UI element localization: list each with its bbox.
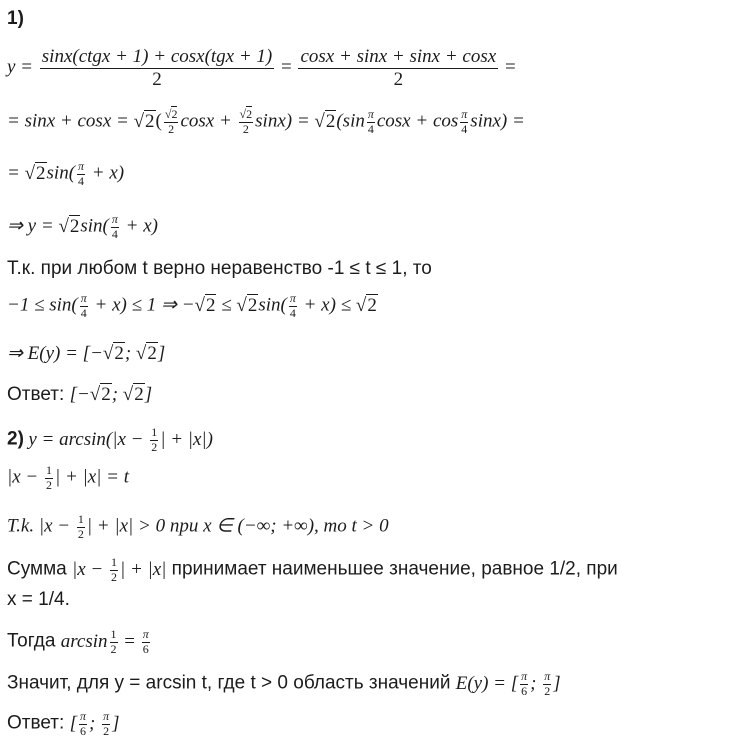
ineq-mid: + x) ≤ 1 ⇒ −	[89, 294, 195, 316]
sqrt-2	[25, 163, 47, 185]
arcsin-text: arcsin	[60, 630, 108, 652]
sqrt-symbol: √	[236, 294, 247, 316]
sqrt-symbol: √	[89, 384, 101, 405]
sqrt-symbol: √	[314, 110, 325, 132]
frac-1-over-2	[77, 513, 85, 542]
equals-sign-end: =	[504, 56, 516, 78]
tk2-line	[7, 513, 389, 542]
part2-expression	[28, 425, 213, 454]
semicolon: ;	[124, 343, 136, 364]
fraction-1-denominator: 2	[152, 68, 162, 90]
sin-open: sin(	[46, 162, 76, 184]
frac-numerator: π	[544, 669, 551, 683]
frac-pi-over-4	[77, 160, 85, 189]
frac-denominator: 4	[367, 121, 374, 136]
frac-sqrt2-over-2-b	[239, 108, 254, 137]
frac-numerator: π	[79, 709, 86, 723]
sqrt-2	[90, 384, 112, 406]
frac-pi-over-6	[520, 670, 528, 699]
frac-pi-over-4-a	[367, 108, 375, 137]
fraction-2	[298, 46, 498, 91]
answer-1-line	[7, 384, 152, 406]
sqrt-symbol: √	[194, 294, 205, 316]
p2-expr-start: y = arcsin(|x −	[28, 428, 149, 450]
frac-numerator: π	[521, 669, 528, 683]
sqrt-symbol: √	[24, 162, 36, 184]
semicolon: ;	[111, 384, 123, 405]
sin-open: sin(	[80, 215, 109, 237]
equals-sign: =	[281, 56, 292, 78]
sqrt-symbol: √	[164, 107, 172, 121]
frac-numerator: 1	[110, 555, 117, 569]
eq-line-2	[7, 108, 525, 137]
ineq-start: −1 ≤ sin(	[7, 294, 78, 316]
l2-cosx: cosx +	[180, 110, 237, 132]
frac-pi-over-2	[102, 710, 110, 739]
tk-text: Т.к. при любом t верно неравенство -1 ≤ t ≤ 1, то	[7, 258, 432, 279]
frac-denominator: 2	[168, 121, 175, 136]
sqrt-radicand: 2	[145, 110, 155, 132]
answer-2-value	[69, 709, 120, 738]
t-line-end: | + |x| = t	[54, 466, 130, 488]
t-line	[7, 464, 129, 493]
tk2-end: | + |x| > 0 npu x ∈ (−∞; +∞), mo t > 0	[86, 515, 389, 537]
plus-x: + x)	[120, 215, 158, 237]
t-line-start: |x −	[7, 466, 43, 488]
frac-denominator: 2	[110, 569, 117, 584]
l2-sin: (sin	[336, 110, 365, 132]
summa-line-2	[7, 589, 70, 611]
fraction-2-denominator: 2	[393, 68, 404, 90]
summa-line2-text: x = 1/4.	[7, 589, 70, 610]
summa-math-start: |x −	[71, 558, 108, 580]
inequality-line	[7, 292, 378, 321]
close-bracket: ]	[553, 672, 561, 694]
frac-numerator: π	[103, 709, 110, 723]
togda-expression	[60, 627, 152, 656]
frac-pi-over-4-b	[460, 108, 468, 137]
frac-denominator: 4	[461, 121, 468, 136]
y-eq: y =	[7, 56, 34, 78]
frac-denominator: 6	[142, 641, 149, 656]
fraction-1-numerator: sinx(ctgx + 1) + cosx(tgx + 1)	[41, 46, 273, 67]
ineq-end: + x) ≤	[298, 294, 356, 316]
sqrt-radicand: 2	[134, 384, 144, 405]
togda-line	[7, 628, 152, 657]
sqrt-symbol: √	[239, 107, 247, 121]
eq-line-4	[7, 213, 158, 242]
frac-numerator: 1	[151, 425, 158, 439]
l2-end: sinx) =	[470, 110, 525, 132]
part2-label: 2)	[7, 428, 24, 450]
sqrt-radicand: 2	[147, 343, 157, 364]
frac-1-over-2	[150, 426, 158, 455]
frac-denominator: 2	[242, 121, 249, 136]
semicolon: ;	[530, 672, 542, 694]
frac-numerator: 1	[110, 627, 117, 641]
answer-1-start: [−	[69, 384, 90, 405]
l2-sinx: sinx) =	[255, 110, 315, 132]
close-bracket: ]	[157, 343, 166, 364]
frac-pi-over-4	[289, 292, 297, 321]
sqrt-2	[314, 111, 336, 133]
frac-pi-over-4	[80, 292, 88, 321]
sqrt-symbol: √	[102, 343, 114, 364]
frac-pi-over-4	[111, 213, 119, 242]
close-bracket: ]	[112, 712, 120, 734]
ey2-expression	[455, 669, 561, 698]
frac-numerator: 1	[77, 512, 84, 526]
sqrt-2	[123, 384, 145, 406]
frac-pi-over-2	[543, 670, 551, 699]
frac-pi-over-6	[79, 710, 87, 739]
tk-line	[7, 258, 432, 280]
p2-expr-end: | + |x|)	[160, 428, 213, 450]
znachit-line	[7, 670, 561, 699]
sqrt-2	[236, 295, 258, 317]
l2-start: = sinx + cosx =	[7, 110, 134, 132]
frac-denominator: 2	[544, 683, 551, 698]
frac-numerator: π	[111, 212, 118, 226]
answer-1-value	[70, 384, 153, 405]
sqrt-radicand: 2	[246, 107, 253, 121]
plus-x: + x)	[87, 162, 125, 184]
sqrt-radicand: 2	[325, 110, 336, 132]
frac-1-over-2	[45, 464, 53, 493]
sqrt-2	[134, 111, 156, 133]
le-sign: ≤	[216, 294, 237, 316]
frac-denominator: 2	[77, 526, 84, 541]
frac-denominator: 4	[80, 305, 87, 320]
frac-numerator: π	[289, 291, 296, 305]
fraction-1	[40, 46, 275, 91]
eq-line-1	[7, 46, 516, 91]
ey-start: ⇒ E(y) = [−	[7, 343, 103, 364]
l3-start: =	[7, 162, 25, 184]
summa-math-end: | + |x|	[119, 558, 167, 580]
frac-denominator: 2	[45, 477, 52, 492]
l4-start: ⇒ y =	[7, 215, 59, 237]
frac-numerator: π	[78, 159, 85, 173]
sqrt-2	[356, 295, 378, 317]
summa-prefix: Сумма	[7, 558, 72, 580]
frac-pi-over-6	[142, 628, 150, 657]
sqrt-symbol: √	[355, 294, 367, 316]
togda-prefix: Тогда	[7, 630, 61, 652]
frac-1-over-2	[110, 556, 118, 585]
sqrt-radicand: 2	[69, 215, 80, 237]
frac-denominator: 2	[110, 641, 117, 656]
frac-denominator: 6	[79, 723, 86, 738]
frac-numerator: π	[142, 627, 149, 641]
l2-cosx-cos: cosx + cos	[376, 110, 459, 132]
frac-numerator: π	[80, 291, 87, 305]
frac-denominator: 4	[111, 226, 118, 241]
frac-1-over-2	[110, 628, 118, 657]
eq-line-3	[7, 160, 124, 189]
sqrt-radicand: 2	[247, 294, 258, 316]
sqrt-symbol: √	[58, 215, 69, 237]
znachit-text: Значит, для y = arcsin t, где t > 0 область значений	[7, 672, 456, 694]
frac-denominator: 4	[78, 173, 85, 188]
sqrt-2	[195, 295, 217, 317]
sqrt-2	[136, 343, 158, 365]
fraction-2-numerator: cosx + sinx + sinx + cosx	[300, 46, 497, 67]
ey2-start: E(y) = [	[455, 672, 519, 694]
sin-open: sin(	[258, 294, 287, 316]
frac-sqrt2-over-2-a	[164, 108, 179, 137]
summa-suffix: принимает наименьшее значение, равное 1/2, при	[166, 558, 618, 580]
open-bracket: [	[69, 712, 77, 734]
frac-denominator: 4	[289, 305, 296, 320]
summa-expression	[71, 555, 167, 584]
part2-line	[7, 426, 213, 455]
sqrt-radicand: 2	[205, 294, 216, 316]
close-bracket: ]	[144, 384, 153, 405]
frac-numerator: π	[367, 107, 374, 121]
answer-2-line	[7, 710, 119, 739]
sqrt-radicand: 2	[101, 384, 111, 405]
sqrt-radicand: 2	[367, 294, 377, 316]
sqrt-2	[58, 216, 80, 238]
paren-open: (	[155, 110, 162, 132]
sqrt-symbol: √	[133, 110, 145, 132]
frac-numerator: π	[461, 107, 468, 121]
frac-denominator: 2	[151, 439, 158, 454]
frac-denominator: 6	[521, 683, 528, 698]
tk2-start: T.k. |x −	[7, 515, 75, 537]
semicolon: ;	[88, 712, 101, 734]
answer-1-label: Ответ:	[7, 384, 70, 405]
summa-line	[7, 556, 618, 585]
part1-label	[7, 8, 24, 30]
sqrt-2	[103, 343, 125, 365]
ey-line	[7, 342, 165, 365]
sqrt-radicand: 2	[171, 107, 178, 121]
sqrt-radicand: 2	[114, 343, 124, 364]
sqrt-symbol: √	[122, 384, 134, 405]
answer-2-label: Ответ:	[7, 712, 70, 734]
frac-numerator: 1	[45, 463, 52, 477]
part1-label-text: 1)	[7, 8, 24, 29]
frac-denominator: 2	[103, 723, 110, 738]
equals-sign: =	[124, 630, 135, 652]
sqrt-symbol: √	[135, 343, 147, 364]
sqrt-radicand: 2	[36, 162, 46, 184]
